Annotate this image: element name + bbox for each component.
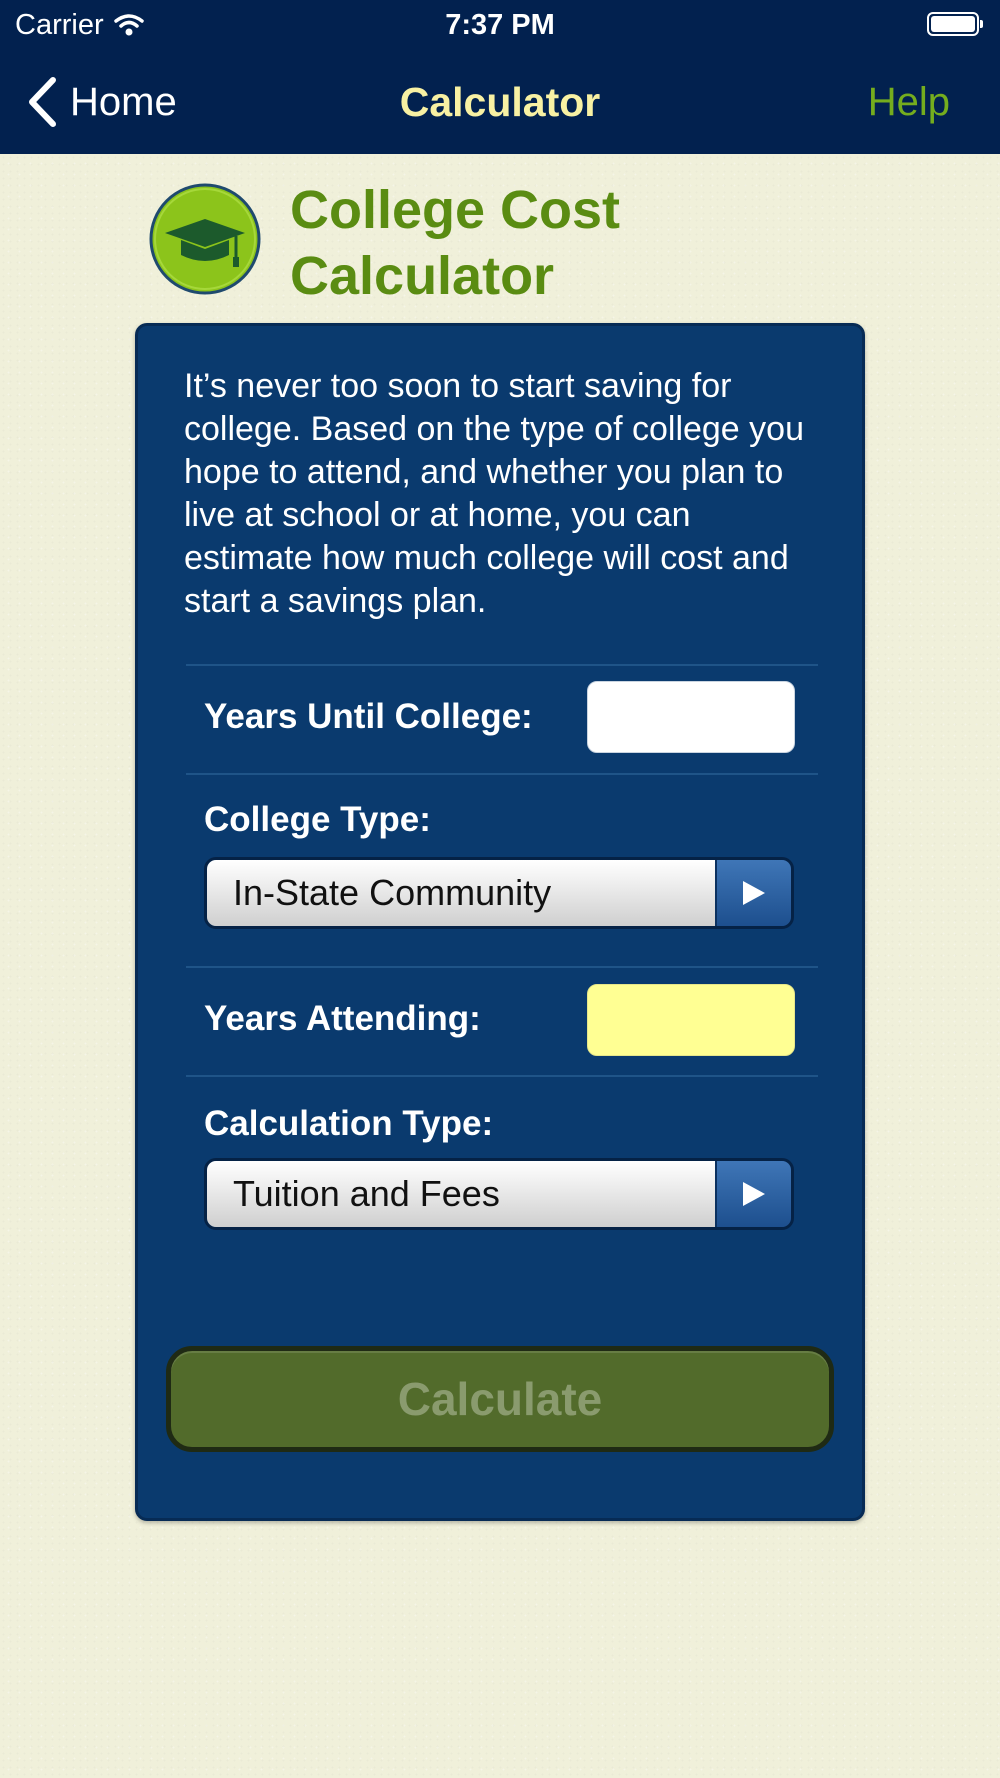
dropdown-arrow-button[interactable] <box>715 1161 791 1227</box>
divider <box>186 773 818 775</box>
graduation-cap-icon <box>149 183 261 295</box>
divider <box>186 966 818 968</box>
back-button-label: Home <box>70 79 177 124</box>
divider <box>186 664 818 666</box>
calculate-button[interactable]: Calculate <box>166 1346 834 1452</box>
calculation-type-label: Calculation Type: <box>204 1104 494 1143</box>
nav-title: Calculator <box>399 79 601 125</box>
divider <box>186 1075 818 1077</box>
years-until-college-input[interactable] <box>587 681 795 753</box>
page-title <box>290 177 890 309</box>
status-time: 7:37 PM <box>445 9 555 41</box>
play-arrow-icon <box>741 879 767 907</box>
page-title-line-1: College Cost <box>290 180 621 240</box>
college-type-value: In-State Community <box>207 860 715 926</box>
years-attending-label: Years Attending: <box>204 999 481 1038</box>
help-button[interactable]: Help <box>867 80 950 124</box>
calculation-type-select[interactable] <box>204 1158 794 1230</box>
years-attending-input[interactable] <box>587 984 795 1056</box>
play-arrow-icon <box>741 1180 767 1208</box>
college-type-select[interactable] <box>204 857 794 929</box>
battery-icon <box>927 12 979 36</box>
years-until-college-label: Years Until College: <box>204 697 533 736</box>
carrier-label: Carrier <box>15 8 104 41</box>
calculation-type-value: Tuition and Fees <box>207 1161 715 1227</box>
navigation-bar <box>0 0 1000 154</box>
dropdown-arrow-button[interactable] <box>715 860 791 926</box>
page-title-line-2: Calculator <box>290 246 555 306</box>
college-type-label: College Type: <box>204 800 431 839</box>
intro-text: It’s never too soon to start saving for college. Based on the type of college you hope to attend, and whether you plan to live at school or at home, you can estimate how much college will cost and start a savings plan. <box>184 367 804 620</box>
